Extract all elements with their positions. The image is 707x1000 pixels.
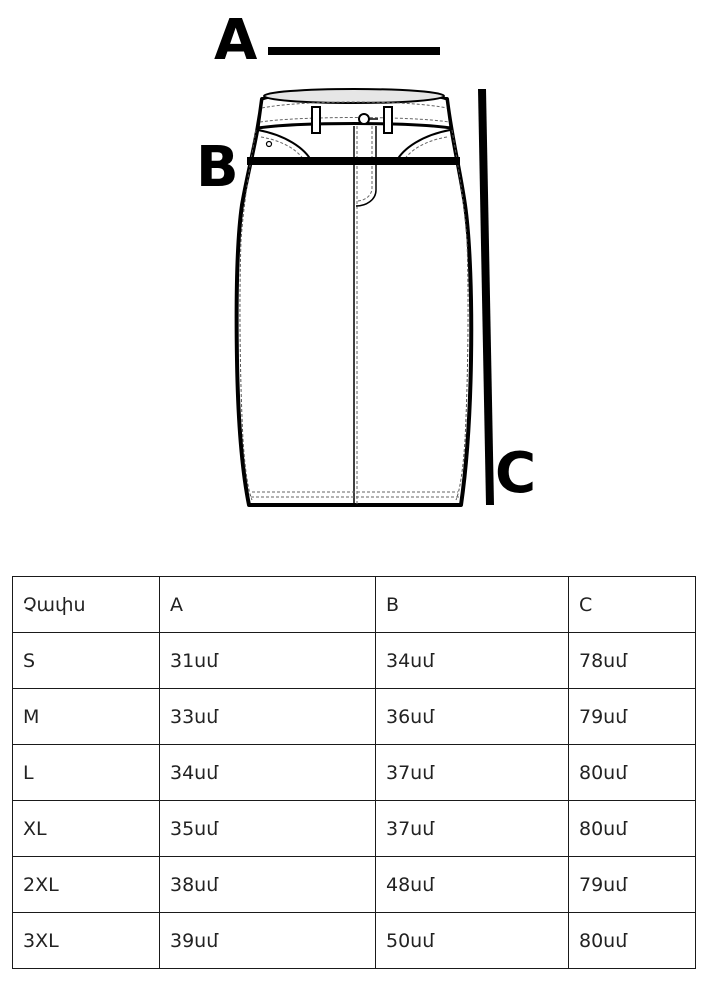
value-cell-c: 80սմ (569, 745, 696, 801)
value-cell-a: 38սմ (160, 857, 376, 913)
header-cell-c: C (569, 577, 696, 633)
measure-line-a (268, 47, 440, 55)
belt-loop-left (312, 107, 320, 133)
measure-line-b (247, 157, 460, 165)
value-cell-b: 37սմ (376, 801, 569, 857)
value-cell-b: 37սմ (376, 745, 569, 801)
value-cell-b: 50սմ (376, 913, 569, 969)
table-row (13, 913, 696, 969)
value-cell-b: 36սմ (376, 689, 569, 745)
header-cell-a: A (160, 577, 376, 633)
value-cell-a: 33սմ (160, 689, 376, 745)
value-cell-c: 80սմ (569, 913, 696, 969)
table-row (13, 745, 696, 801)
table-header-row (13, 577, 696, 633)
table-row (13, 689, 696, 745)
size-chart-table (12, 576, 696, 969)
button-icon (359, 114, 369, 124)
label-b: B (196, 135, 239, 200)
value-cell-a: 31սմ (160, 633, 376, 689)
value-cell-a: 39սմ (160, 913, 376, 969)
value-cell-b: 34սմ (376, 633, 569, 689)
label-c: C (495, 441, 537, 506)
size-cell: 2XL (13, 857, 160, 913)
value-cell-c: 79սմ (569, 689, 696, 745)
value-cell-a: 34սմ (160, 745, 376, 801)
value-cell-c: 80սմ (569, 801, 696, 857)
value-cell-c: 78սմ (569, 633, 696, 689)
size-cell: 3XL (13, 913, 160, 969)
size-cell: L (13, 745, 160, 801)
header-cell-b: B (376, 577, 569, 633)
value-cell-a: 35սմ (160, 801, 376, 857)
size-cell: S (13, 633, 160, 689)
table-row (13, 633, 696, 689)
label-a: A (214, 8, 258, 73)
header-cell-size: Չափս (13, 577, 160, 633)
size-cell: M (13, 689, 160, 745)
belt-loop-right (384, 107, 392, 133)
table-row (13, 801, 696, 857)
table-row (13, 857, 696, 913)
value-cell-c: 79սմ (569, 857, 696, 913)
waist-opening (264, 89, 444, 103)
measure-line-c (478, 89, 494, 505)
size-cell: XL (13, 801, 160, 857)
value-cell-b: 48սմ (376, 857, 569, 913)
